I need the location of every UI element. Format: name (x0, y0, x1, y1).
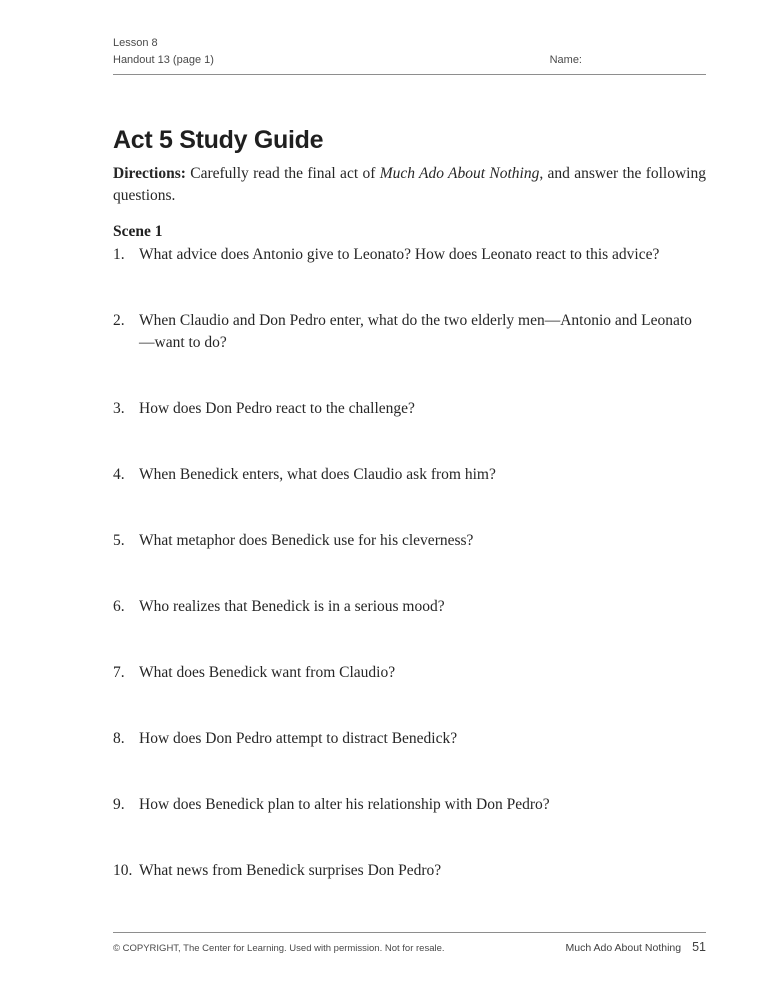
question-number: 4. (113, 466, 125, 483)
name-label: Name: (549, 54, 582, 66)
header-lesson-info (113, 35, 214, 69)
question-number: 3. (113, 400, 125, 417)
directions-paragraph (113, 163, 706, 207)
question-text: How does Don Pedro react to the challenge? (139, 400, 415, 417)
question-item-10 (113, 860, 706, 882)
question-number: 8. (113, 730, 125, 747)
copyright-notice: © COPYRIGHT, The Center for Learning. Used with permission. Not for resale. (113, 943, 445, 954)
directions-text-after: , and answer the following questions. (113, 165, 706, 204)
question-text: How does Benedick plan to alter his relationship with Don Pedro? (139, 796, 550, 813)
question-item-6 (113, 596, 706, 618)
question-item-3 (113, 398, 706, 420)
page-number: 51 (692, 940, 706, 954)
question-number: 5. (113, 532, 125, 549)
directions-label: Directions: (113, 165, 186, 182)
question-item-7 (113, 662, 706, 684)
page-footer (113, 932, 706, 954)
question-number: 9. (113, 796, 125, 813)
question-text: When Benedick enters, what does Claudio ask from him? (139, 466, 496, 483)
question-text: What advice does Antonio give to Leonato? How does Leonato react to this advice? (139, 246, 660, 263)
question-number: 10. (113, 862, 133, 879)
question-list (113, 244, 706, 882)
directions-book-title: Much Ado About Nothing (379, 165, 540, 182)
question-number: 7. (113, 664, 125, 681)
handout-label: Handout 13 (page 1) (113, 54, 214, 66)
question-text: What metaphor does Benedick use for his cleverness? (139, 532, 474, 549)
question-text: How does Don Pedro attempt to distract Benedick? (139, 730, 458, 747)
scene-heading: Scene 1 (113, 223, 163, 240)
question-number: 1. (113, 246, 125, 263)
question-item-1 (113, 244, 706, 266)
question-item-5 (113, 530, 706, 552)
question-text: When Claudio and Don Pedro enter, what do the two elderly men—Antonio and Leonato—want to do? (139, 312, 692, 351)
question-number: 2. (113, 312, 125, 329)
question-text: Who realizes that Benedick is in a serious mood? (139, 598, 445, 615)
footer-book-title: Much Ado About Nothing (565, 942, 682, 954)
lesson-label: Lesson 8 (113, 37, 158, 49)
directions-text-before: Carefully read the final act of (185, 165, 380, 182)
question-item-9 (113, 794, 706, 816)
question-number: 6. (113, 598, 125, 615)
footer-book-info (566, 940, 707, 954)
question-text: What does Benedick want from Claudio? (139, 664, 396, 681)
question-item-4 (113, 464, 706, 486)
question-item-8 (113, 728, 706, 750)
page-header (113, 35, 706, 75)
handout-page (113, 0, 706, 926)
question-text: What news from Benedick surprises Don Pedro? (139, 862, 442, 879)
page-title: Act 5 Study Guide (113, 126, 324, 154)
question-item-2 (113, 310, 706, 354)
